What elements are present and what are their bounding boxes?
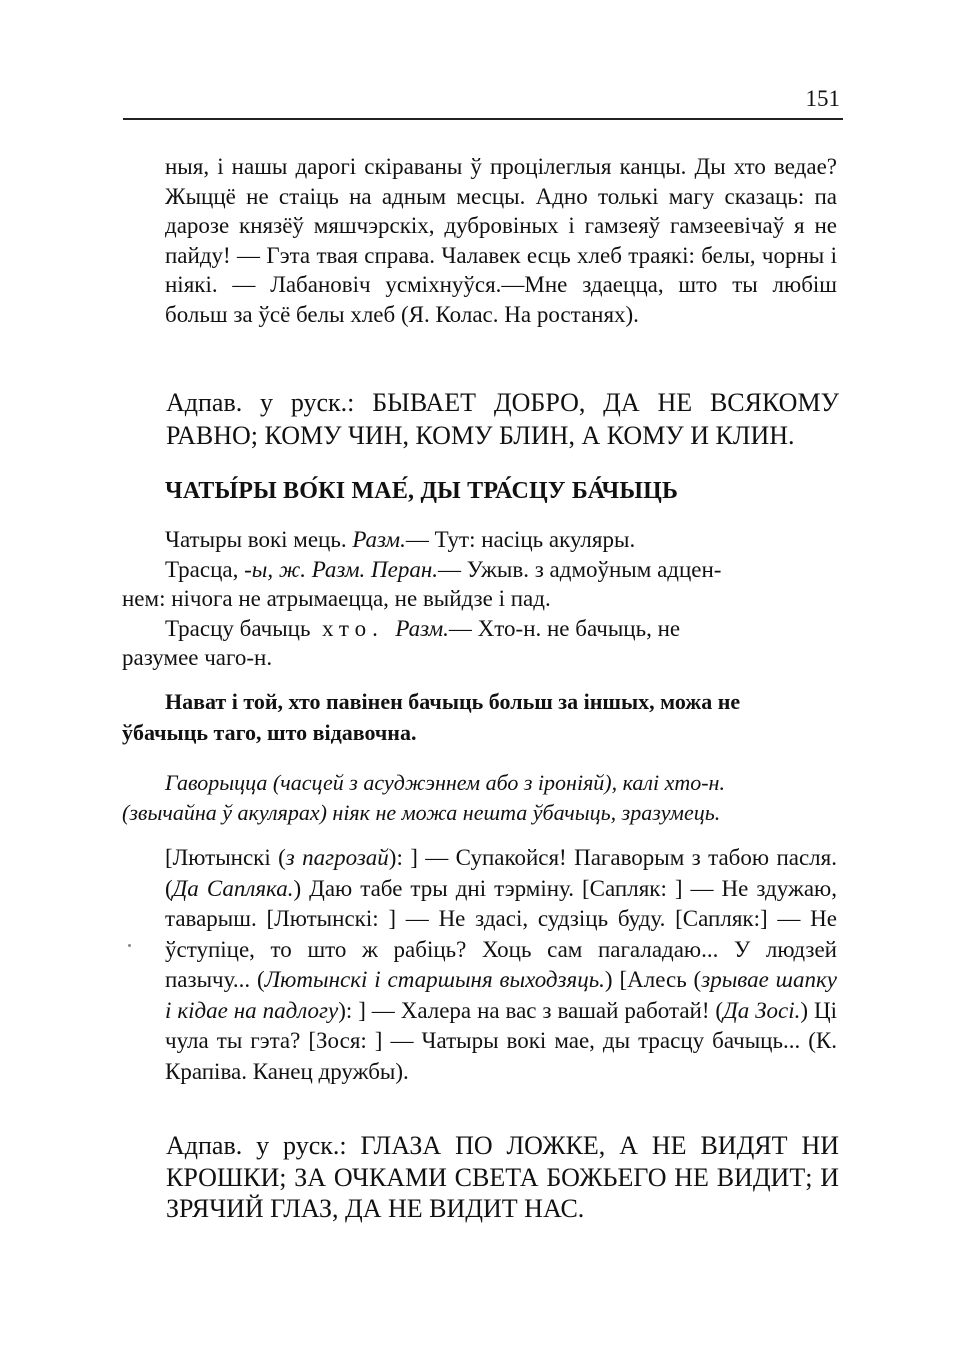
quote-part-6: ) Ці чула ты гэта? [Зося: ] — Чатыры вокі мае, ды трасцу бачыць... (К. Крапіва. Канец дружбы). (165, 997, 837, 1084)
page-number: 151 (805, 86, 840, 111)
definition-2-style: Разм. Перан. (311, 556, 438, 582)
usage-line-2: (звычайна ў акулярах) ніяк не можа нешта ўбачыць, зразумець. (122, 800, 721, 825)
continued-paragraph: ныя, і нашы дарогі скіраваны ў процілеглыя канцы. Ды хто ведае? Жыццё не стаіць на адным месцы. Адно толькі магу сказаць: па дарозе князёў мяшчэрскіх, дубровіных і гамзеяў гамзеевічаў я не пайду! — Гэта твая справа. Чалавек есць хлеб траякі: белы, чорны і ніякі. — Лабановіч усміхнуўся.—Мне здаецца, што ты любіш больш за ўсё белы хлеб (Я. Колас. На ростанях). (165, 154, 837, 327)
header-rule (123, 118, 843, 120)
definition-3-text: — Хто-н. не бачыць, не (448, 615, 681, 641)
definition-3-who: хто. (321, 615, 384, 641)
meaning-line-2: ўбачыць таго, што відавочна. (122, 720, 417, 745)
quote-part-5: ): ] — Халера на вас з вашай работай! ( (338, 997, 724, 1023)
russian-equivalent-1-label: Адпав. у руск.: (166, 388, 355, 417)
russian-equivalent-2 (122, 1130, 839, 1225)
quote-italic-3: Лютынскі і старшыня выходзяць. (264, 967, 605, 992)
usage-line-1: Гаворыцца (часцей з асуджэннем або з іроніяй), калі хто-н. (165, 770, 725, 795)
meaning-line-1: Нават і той, хто павінен бачыць больш за іншых, можа не (165, 689, 741, 714)
meaning (122, 686, 837, 748)
quote-italic-1: з пагрозай (285, 845, 389, 870)
russian-equivalent-1-body (122, 386, 839, 452)
quote-part-1: [Лютынскі ( (165, 845, 286, 870)
literary-quote (165, 843, 837, 1087)
definition-2-head: Трасца, (165, 556, 239, 582)
russian-equivalent-1 (122, 386, 839, 452)
quote-part-3: ) Даю табе тры дні тэрміну. [Сапляк: ] — Не здужаю, таварыш. [Лютынскі: ] — Не здасі, судзіць буду. [Сапляк:] — Не ўступіце, то што ж рабіць? Хоць сам пагаладаю... У людзей пазычу... ( (165, 875, 837, 992)
quote-part-2: ): ] — Супакойся! Пагаворым з табою пасля. ( (165, 845, 837, 901)
definition-3-continuation: разумее чаго-н. (122, 645, 273, 670)
definition-2 (122, 555, 837, 585)
usage-note (122, 768, 837, 828)
definition-1-style: Разм. (352, 527, 406, 552)
quote-italic-5: Да Зосі. (723, 997, 801, 1023)
russian-equivalent-2-label: Адпав. у руск.: (166, 1131, 347, 1160)
quote-part-4: ) [Алесь ( (604, 967, 702, 992)
definition-2-continuation: нем: нічога не атрымаецца, не выйдзе і пад. (122, 586, 551, 611)
quote-italic-4: зрывае шапку і кідае на падлогу (165, 967, 838, 1023)
entry-heading: ЧАТЫ́РЫ ВО́КІ МАЕ́, ДЫ ТРА́СЦУ БА́ЧЫЦЬ (165, 478, 679, 504)
definition-3 (122, 614, 837, 644)
definition-2-grammar: -ы, ж. (244, 556, 306, 582)
definition-3-style: Разм. (395, 615, 449, 641)
definitions (122, 525, 837, 673)
russian-equivalent-2-body (122, 1130, 839, 1225)
scan-speck (128, 944, 131, 947)
russian-equivalent-2-text: ГЛАЗА ПО ЛОЖКЕ, А НЕ ВИДЯТ НИ КРОШКИ; ЗА ОЧКАМИ СВЕТА БОЖЬЕГО НЕ ВИДИТ; И ЗРЯЧИЙ ГЛАЗ, ДА НЕ ВИДИТ НАС. (166, 1131, 839, 1223)
definition-1-head: Чатыры вокі мець. (165, 527, 347, 552)
definition-1 (122, 525, 837, 555)
definition-1-text: — Тут: насіць акуляры. (405, 527, 636, 552)
definition-3-head: Трасцу бачыць (165, 615, 311, 641)
quote-italic-2: Да Сапляка. (172, 875, 294, 901)
definition-2-text: — Ужыв. з адмоўным адцен- (437, 556, 722, 582)
russian-equivalent-1-text: БЫВАЕТ ДОБРО, ДА НЕ ВСЯКОМУ РАВНО; КОМУ ЧИН, КОМУ БЛИН, А КОМУ И КЛИН. (166, 388, 839, 450)
